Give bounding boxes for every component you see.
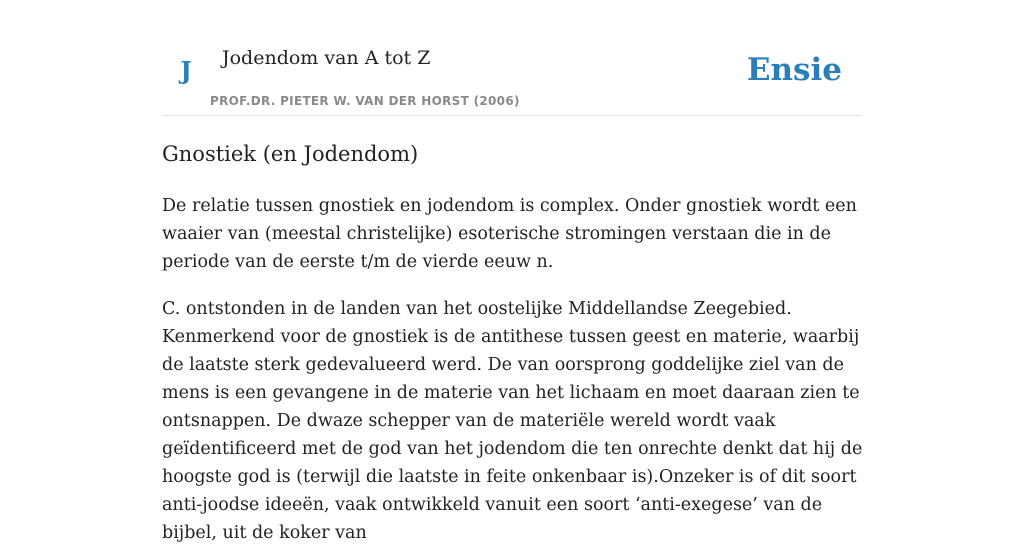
book-title[interactable]: Jodendom van A tot Z (222, 47, 431, 69)
entry-paragraph: C. ontstonden in de landen van het oostelijke Middellandse Zeegebied. Kenmerkend voor de gnostiek is de antithese tussen geest en materie, waarbij de laatste sterk gedevalueerd werd. De van oorsprong goddelijke ziel van de mens is een gevangene in de materie van het lichaam en moet daaraan zien te ontsnappen. De dwaze schepper van de materiële wereld wordt vaak geïdentificeerd met de god van het jodendom die ten onrechte denkt dat hij de hoogste god is (terwijl die laatste in feite onkenbaar is).Onzeker is of dit soort anti-joodse ideeën, vaak ontwikkeld vanuit een soort ‘anti-exegese’ van de bijbel, uit de koker van (162, 299, 863, 543)
entry-title: Gnostiek (en Jodendom) (162, 142, 419, 166)
entry-paragraph: De relatie tussen gnostiek en jodendom is complex. Onder gnostiek wordt een waaier van (meestal christelijke) esoterische stromingen verstaan die in de periode van de eerste t/m de vierde eeuw n. (162, 196, 857, 272)
book-header (162, 40, 862, 116)
entry-content (162, 136, 864, 547)
book-author: PROF.DR. PIETER W. VAN DER HORST (2006) (210, 94, 520, 108)
ensie-logo[interactable]: Ensie (746, 52, 842, 88)
book-letter-icon[interactable]: J (180, 56, 192, 85)
